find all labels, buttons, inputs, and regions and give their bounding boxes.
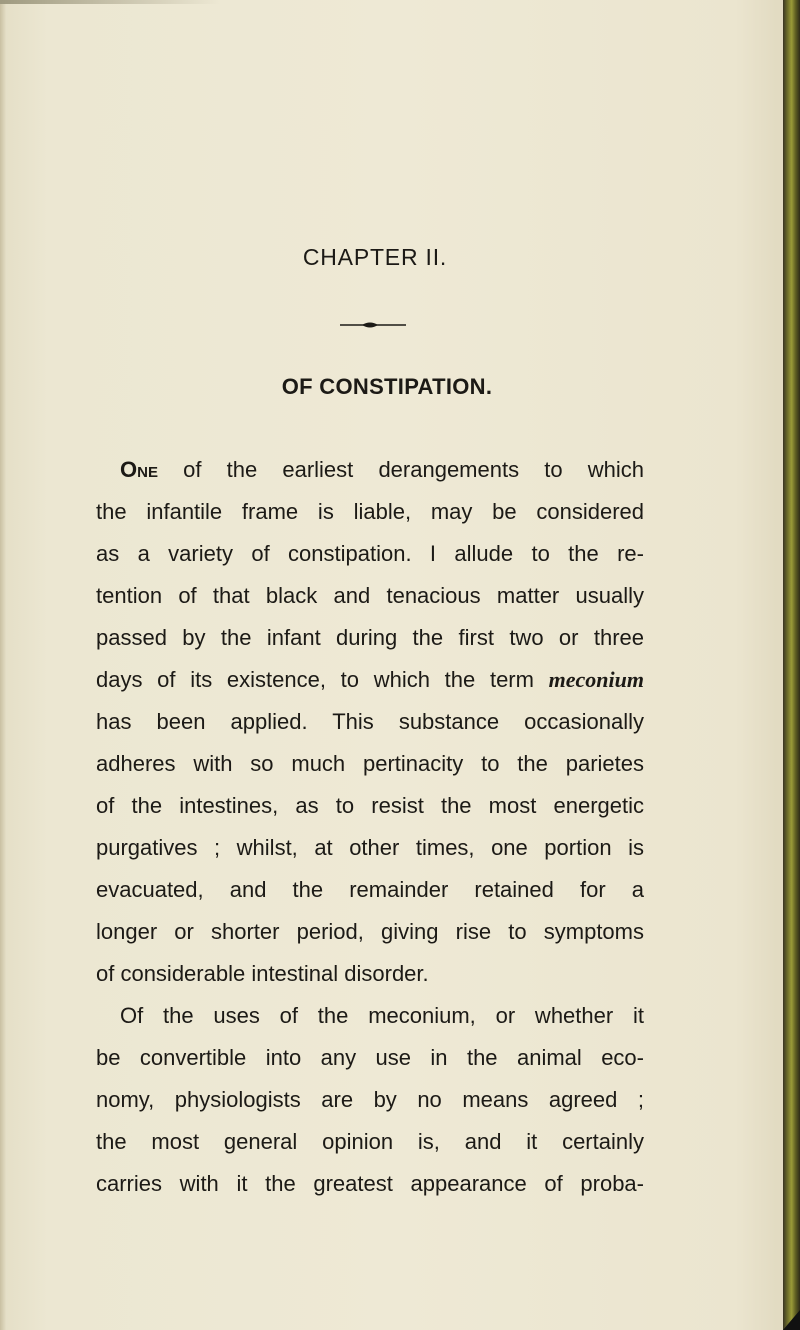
paragraph-2-line-3: nomy, physiologists are by no means agreed ; bbox=[96, 1087, 644, 1112]
paragraph-1-line-8: adheres with so much pertinacity to the parietes bbox=[96, 751, 644, 776]
paragraph-1-line-2: the infantile frame is liable, may be considered bbox=[96, 499, 644, 524]
ornamental-rule-icon bbox=[338, 318, 408, 332]
book-spine-edge bbox=[783, 0, 800, 1330]
paragraph-1-line-4: tention of that black and tenacious matter usually bbox=[96, 583, 644, 608]
line-text: days of its existence, to which the term bbox=[96, 667, 549, 692]
paragraph-2-line-1: Of the uses of the meconium, or whether it bbox=[120, 1003, 644, 1028]
page-top-edge bbox=[0, 0, 220, 4]
paragraph-1-line-11: evacuated, and the remainder retained for a bbox=[96, 877, 644, 902]
paragraph-1-line-12: longer or shorter period, giving rise to symptoms bbox=[96, 919, 644, 944]
italic-term: meconium bbox=[548, 667, 644, 692]
paragraph-1-line-6 bbox=[96, 662, 644, 704]
body-text bbox=[96, 452, 644, 1208]
paragraph-1-line-1 bbox=[96, 452, 644, 494]
line-text: of the earliest derangements to which bbox=[157, 457, 644, 482]
page-gutter-shadow bbox=[0, 0, 6, 1330]
paragraph-1-line-7: has been applied. This substance occasionally bbox=[96, 709, 644, 734]
paragraph-1-line-10: purgatives ; whilst, at other times, one portion is bbox=[96, 835, 644, 860]
paragraph-1-line-9: of the intestines, as to resist the most energetic bbox=[96, 793, 644, 818]
spine-corner-mark bbox=[783, 1310, 800, 1330]
paragraph-2-line-2: be convertible into any use in the animal eco- bbox=[96, 1045, 644, 1070]
drop-word: One bbox=[120, 457, 158, 482]
chapter-heading: CHAPTER II. bbox=[302, 244, 448, 270]
paragraph-2-line-5: carries with it the greatest appearance of proba- bbox=[96, 1171, 644, 1196]
paragraph-1-line-5: passed by the infant during the first two or three bbox=[96, 625, 644, 650]
section-title: OF CONSTIPATION. bbox=[281, 374, 493, 399]
paragraph-1-line-13: of considerable intestinal disorder. bbox=[96, 961, 429, 986]
paragraph-2-line-4: the most general opinion is, and it certainly bbox=[96, 1129, 644, 1154]
paragraph-1-line-3: as a variety of constipation. I allude to the re- bbox=[96, 541, 644, 566]
